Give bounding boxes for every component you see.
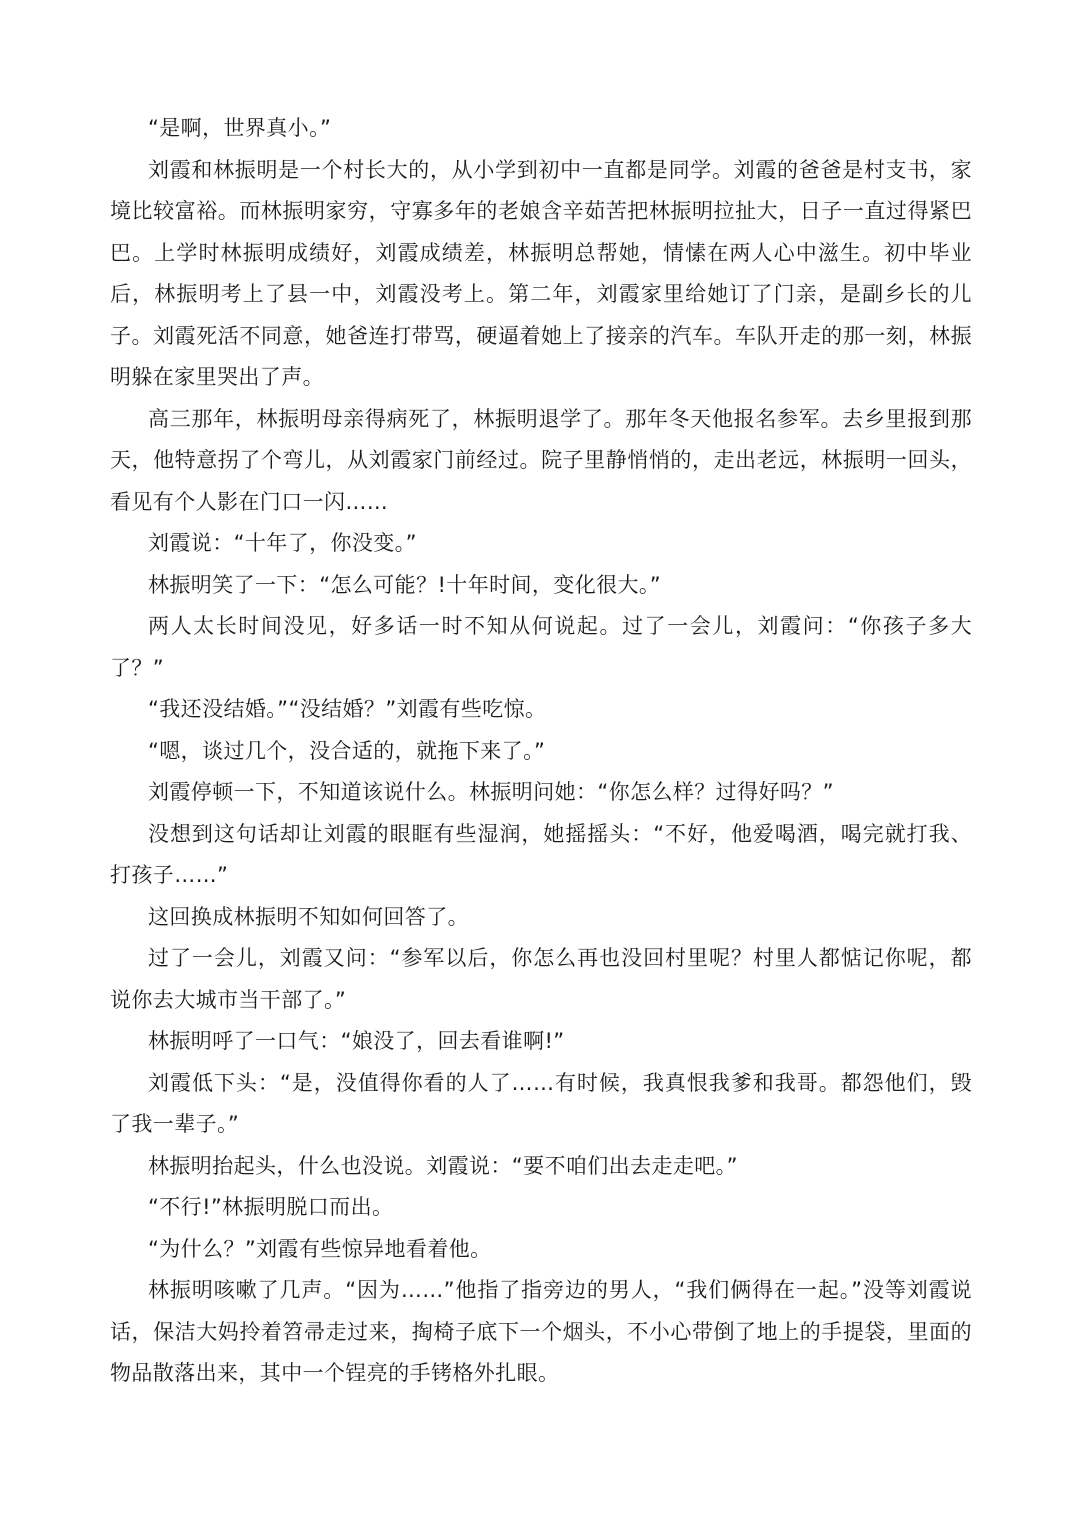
paragraph: “不行!”林振明脱口而出。 — [148, 1195, 394, 1219]
paragraph: 过了一会儿，刘霞又问：“参军以后，你怎么再也没回村里呢？村里人都惦记你呢，都说你去大城市当干部了。” — [110, 946, 972, 1012]
paragraph: 两人太长时间没见，好多话一时不知从何说起。过了一会儿，刘霞问：“你孩子多大了？” — [110, 614, 972, 680]
story-text — [110, 108, 972, 1395]
paragraph: “嗯，谈过几个，没合适的，就拖下来了。” — [148, 738, 546, 763]
paragraph: 这回换成林振明不知如何回答了。 — [148, 904, 469, 929]
paragraph: “我还没结婚。”“没结婚？”刘霞有些吃惊。 — [148, 697, 547, 721]
paragraph: 刘霞和林振明是一个村长大的，从小学到初中一直都是同学。刘霞的爸爸是村支书，家境比较富裕。而林振明家穷，守寡多年的老娘含辛茹苦把林振明拉扯大，日子一直过得紧巴巴。上学时林振明成绩好，刘霞成绩差，林振明总帮她，情愫在两人心中滋生。初中毕业后，林振明考上了县一中，刘霞没考上。第二年，刘霞家里给她订了门亲，是副乡长的儿子。刘霞死活不同意，她爸连打带骂，硬逼着她上了接亲的汽车。车队开走的那一刻，林振明躲在家里哭出了声。 — [110, 157, 972, 389]
paragraph: 没想到这句话却让刘霞的眼眶有些湿润，她摇摇头：“不好，他爱喝酒，喝完就打我、打孩子……” — [110, 821, 972, 887]
paragraph: 林振明咳嗽了几声。“因为……”他指了指旁边的男人，“我们俩得在一起。”没等刘霞说话，保洁大妈拎着笤帚走过来，掏椅子底下一个烟头，不小心带倒了地上的手提袋，里面的物品散落出来，其中一个锃亮的手铐格外扎眼。 — [110, 1278, 972, 1385]
paragraph: 刘霞低下头：“是，没值得你看的人了……有时候，我真恨我爹和我哥。都怨他们，毁了我一辈子。” — [110, 1070, 972, 1136]
paragraph: 刘霞停顿一下，不知道该说什么。林振明问她：“你怎么样？过得好吗？” — [148, 780, 834, 804]
paragraph: “为什么？”刘霞有些惊异地看着他。 — [148, 1236, 492, 1261]
paragraph: 林振明抬起头，什么也没说。刘霞说：“要不咱们出去走走吧。” — [148, 1153, 738, 1178]
paragraph: 高三那年，林振明母亲得病死了，林振明退学了。那年冬天他报名参军。去乡里报到那天，他特意拐了个弯儿，从刘霞家门前经过。院子里静悄悄的，走出老远，林振明一回头，看见有个人影在门口一闪…… — [110, 406, 972, 514]
paragraph: 林振明笑了一下：“怎么可能？!十年时间，变化很大。” — [148, 572, 662, 597]
paragraph: 林振明呼了一口气：“娘没了，回去看谁啊!” — [148, 1029, 565, 1053]
paragraph: “是啊，世界真小。” — [148, 116, 332, 140]
paragraph: 刘霞说：“十年了，你没变。” — [148, 531, 417, 555]
